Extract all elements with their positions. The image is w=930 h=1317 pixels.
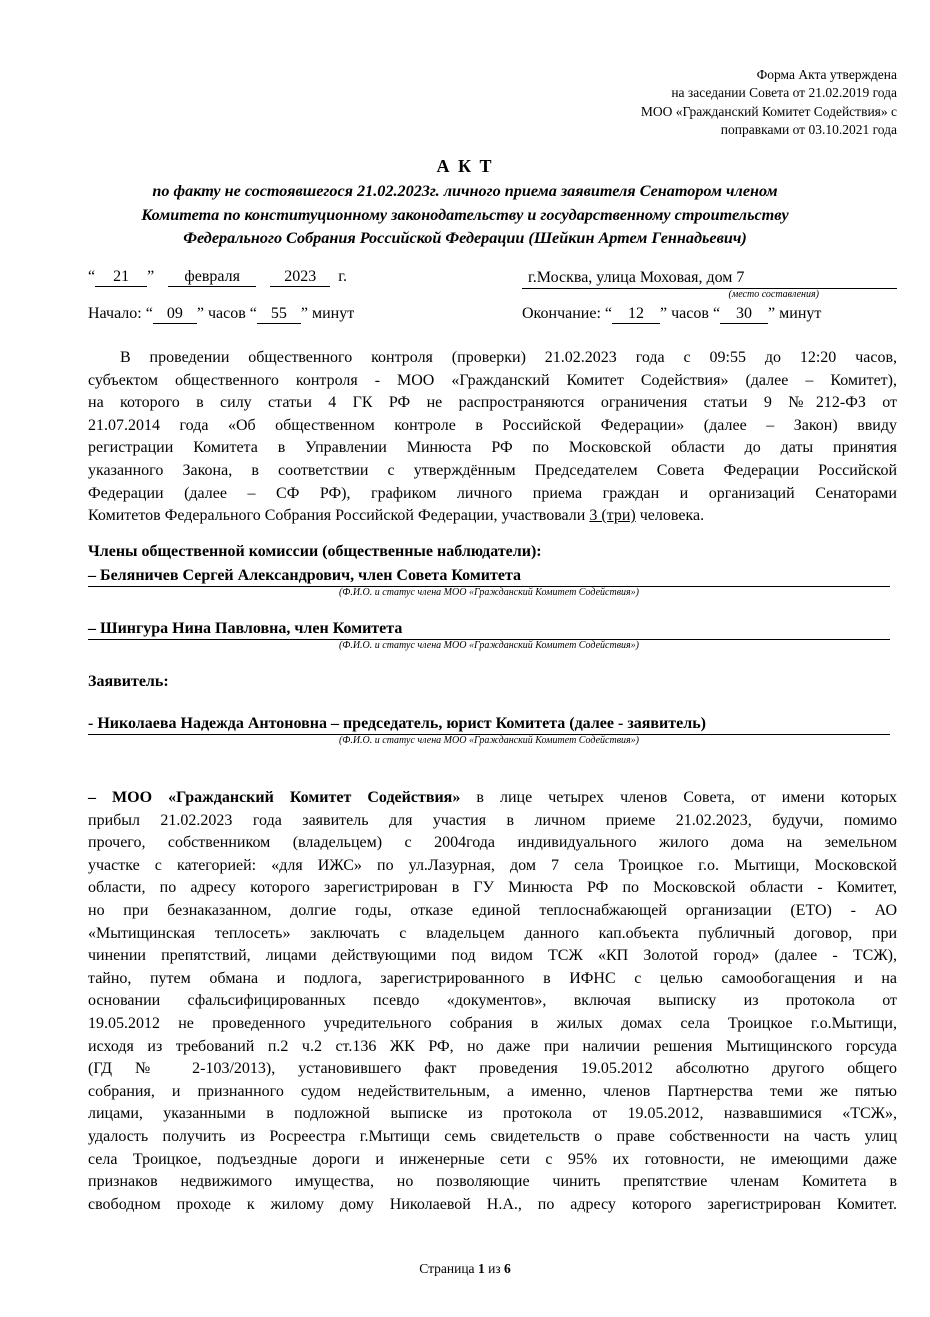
approval-note	[477, 66, 897, 139]
page-prefix: Страница	[419, 1261, 478, 1276]
organization-name: – МОО «Гражданский Комитет Содействия»	[88, 789, 461, 806]
member-caption: (Ф.И.О. и статус члена МОО «Гражданский Комитет Содействия»)	[338, 587, 640, 598]
start-time: Начало: “ 09 ” часов “ 55 ” минут	[88, 305, 355, 322]
subtitle-line: Комитета по конституционному законодательству и государственному строительству	[141, 205, 789, 224]
applicant-caption: (Ф.И.О. и статус члена МОО «Гражданский Комитет Содействия»)	[338, 735, 640, 746]
paragraph-line: «Мытищинская теплосеть» заключать с владельцем данного кап.объекта публичный договор, при	[88, 924, 897, 942]
paragraph-line: (ГД № 2-103/2013), установившего факт проведения 19.05.2012 абсолютно другого общего	[88, 1060, 897, 1078]
paragraph-line: прочего, собственником (владельцем) с 2004года индивидуального жилого дома на земельном	[88, 834, 897, 852]
start-hours: 09	[153, 305, 197, 324]
text-run: Комитетов Федерального Собрания Российской Федерации, участвовали	[88, 507, 590, 525]
paragraph-line: В проведении общественного контроля (проверки) 21.02.2023 года с 09:55 до 12:20 часов,	[120, 349, 897, 366]
page-separator: из	[484, 1261, 504, 1276]
place-caption: (место составления)	[728, 289, 819, 300]
paragraph-line: указанного Закона, в соответствии с утверждённым Председателем Совета Федерации Российской	[88, 461, 897, 479]
paragraph-line: тайно, путем обмана и подлога, зарегистрированного в ИФНС с целью самообогащения и на	[88, 969, 897, 987]
paragraph-line: на которого в силу статьи 4 ГК РФ не распространяются ограничения статьи 9 №212-ФЗ от	[88, 394, 897, 412]
paragraph-line: субъектом общественного контроля - МОО «Гражданский Комитет Содействия» (далее – Комитет),	[88, 371, 897, 389]
paragraph-line: села Троицкое, подъездные дороги и инженерные сети с 95% их готовности, не имеющими даже	[88, 1150, 897, 1168]
paragraph-line: но при безнаказанном, долгие годы, отказе единой теплоснабжающей организации (ЕТО) - АО	[88, 901, 897, 919]
date-month: февраля	[168, 268, 256, 287]
approval-line: поправками от 03.10.2021 года	[720, 121, 897, 137]
document-subtitle	[60, 180, 870, 251]
paragraph-line: Федерации (далее – СФ РФ), графиком личного приема граждан и организаций Сенаторами	[88, 484, 897, 502]
end-time: Окончание: “ 12 ” часов “ 30 ” минут	[522, 305, 822, 322]
end-hours: 12	[612, 305, 660, 324]
place-value: г.Москва, улица Моховая, дом 7	[522, 268, 897, 289]
document-title: А К Т	[436, 156, 494, 176]
paragraph-line: регистрации Комитета в Управлении Минюста РФ по Московской области до даты принятия	[88, 439, 897, 457]
act-date	[88, 268, 347, 287]
applicant	[88, 714, 890, 746]
end-hours-label: часов	[671, 305, 709, 322]
current-page: 1	[477, 1261, 485, 1276]
end-minutes: 30	[720, 305, 768, 324]
paragraph-line: удалость получить из Росреестра г.Мытищи семь свидетельств о праве собственности на часть улиц	[88, 1127, 897, 1145]
paragraph-line: 19.05.2012 не проведенного учредительного собрания в жилых домах села Троицкое г.о.Мытищи,	[88, 1014, 897, 1032]
paragraph-line: исходя из требований п.2 ч.2 ст.136 ЖК РФ, но даже при наличии решения Мытищинского горсуда	[88, 1037, 897, 1055]
paragraph-line: основании сфальсифицированных псевдо «документов», включая выписку из протокола от	[88, 992, 897, 1010]
total-pages: 6	[504, 1261, 511, 1276]
body-paragraph	[88, 787, 897, 1216]
date-year-suffix: г.	[338, 268, 347, 285]
end-label: Окончание:	[522, 305, 601, 322]
date-year: 2023	[270, 268, 330, 287]
paragraph-line	[88, 787, 897, 810]
paragraph-line: признаков недвижимого имущества, но позволяющие чинить препятствие членам Комитета в	[88, 1173, 897, 1191]
member-caption: (Ф.И.О. и статус члена МОО «Гражданский Комитет Содействия»)	[338, 640, 640, 651]
paragraph-line	[88, 505, 897, 528]
approval-line: МОО «Гражданский Комитет Содействия» с	[640, 103, 897, 119]
member-name: – Шингура Нина Павловна, член Комитета	[88, 619, 890, 640]
quote-close: ”	[147, 268, 155, 285]
start-minutes-label: минут	[311, 305, 355, 322]
applicant-name: - Николаева Надежда Антоновна – председатель, юрист Комитета (далее - заявитель)	[88, 714, 890, 735]
paragraph-line: собрания, и признанного судом недействительным, а именно, членов Партнерства теми же пятью	[88, 1082, 897, 1100]
paragraph-line: свободном проходе к жилому дому Николаевой Н.А., по адресу которого зарегистрирован Комитет.	[88, 1195, 897, 1213]
paragraph-line: области, по адресу которого зарегистрирован в ГУ Минюста РФ по Московской области - Комитет,	[88, 879, 897, 897]
commission-heading: Члены общественной комиссии (общественные наблюдатели):	[88, 543, 542, 560]
end-minutes-label: минут	[779, 305, 822, 322]
approval-line: на заседании Совета от 21.02.2019 года	[671, 85, 897, 101]
paragraph-line: чинении препятствий, лицами действующими под видом ТСЖ «КП Золотой город» (далее - ТСЖ),	[88, 947, 897, 965]
paragraph-line: лицами, указанными в подложной выписке из протокола от 19.05.2012, назвавшимися «ТСЖ»,	[88, 1105, 897, 1123]
commission-member	[88, 566, 890, 598]
participant-count: 3 (три)	[589, 507, 636, 525]
approval-line: Форма Акта утверждена	[756, 67, 897, 82]
act-place	[522, 268, 897, 301]
paragraph-line: 21.07.2014 года «Об общественном контроле в Российской Федерации» (далее – Закон) ввиду	[88, 416, 897, 434]
start-minutes: 55	[257, 305, 301, 324]
paragraph-line: прибыл 21.02.2023 года заявитель для участия в личном приеме 21.02.2023, будучи, помимо	[88, 811, 897, 829]
page-number	[0, 1261, 930, 1277]
start-hours-label: часов	[207, 305, 246, 322]
start-label: Начало:	[88, 305, 142, 322]
commission-member	[88, 619, 890, 651]
subtitle-line: по факту не состоявшегося 21.02.2023г. личного приема заявителя Сенатором членом	[152, 182, 778, 200]
quote-open: “	[88, 268, 96, 285]
date-day: 21	[95, 268, 147, 287]
intro-paragraph	[88, 347, 897, 528]
paragraph-line: участке с категорией: «для ИЖС» по ул.Лазурная, дом 7 села Троицкое г.о. Мытищи, Московской	[88, 856, 897, 874]
subtitle-line: Федерального Собрания Российской Федерации (Шейкин Артем Геннадьевич)	[183, 229, 747, 247]
text-run: человека.	[635, 507, 705, 525]
applicant-heading: Заявитель:	[88, 673, 169, 690]
text-run: в лице четырех членов Совета, от имени которых	[460, 789, 898, 806]
member-name: – Беляничев Сергей Александрович, член Совета Комитета	[88, 566, 890, 587]
